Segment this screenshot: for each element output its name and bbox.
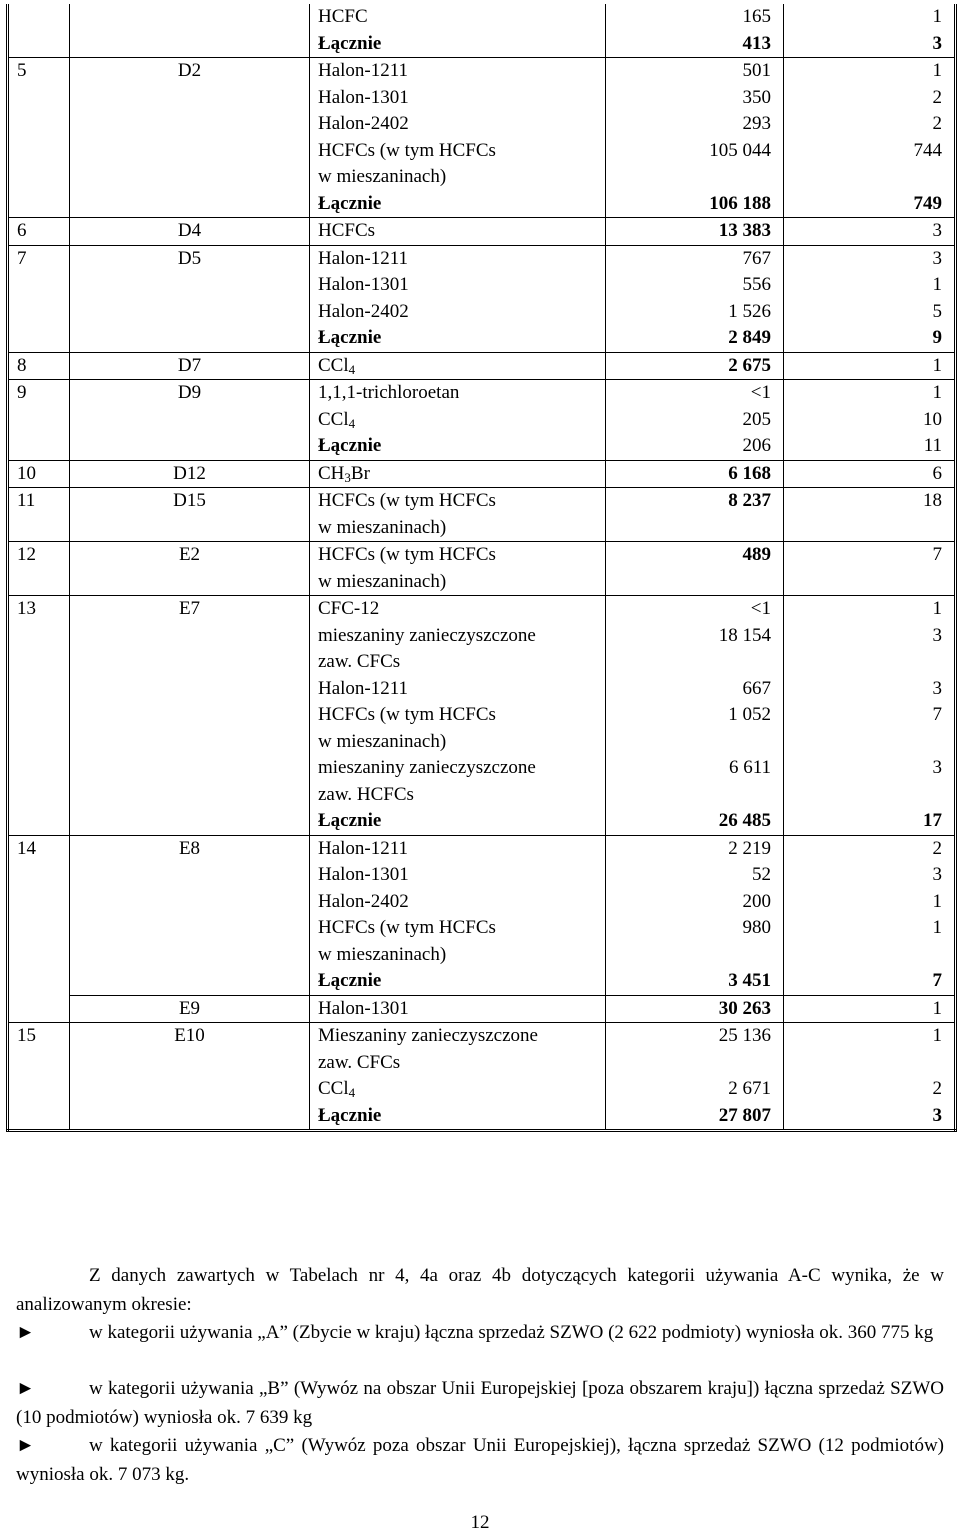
cell-code <box>70 433 310 460</box>
cell-substance: Halon-1211 <box>310 835 606 862</box>
cell-substance: CCl$_4$ <box>310 407 606 434</box>
cell-lp: 15 <box>8 1023 70 1077</box>
bullet-arrow-icon: ► <box>16 1322 35 1343</box>
cell-quantity-kg: 13 383 <box>606 218 784 246</box>
cell-code <box>70 325 310 352</box>
cell-entity-count: 1 <box>784 596 956 623</box>
cell-code: E8 <box>70 835 310 862</box>
bullet-arrow-icon: ► <box>16 1378 35 1399</box>
bullet-a: ► w kategorii używania „A” (Zbycie w kraju) łączna sprzedaż SZWO (2 622 podmioty) wyniosła ok. 360 775 kg <box>16 1319 944 1348</box>
cell-quantity-kg: 556 <box>606 272 784 299</box>
table-row <box>8 191 956 218</box>
cell-quantity-kg: 8 237 <box>606 488 784 542</box>
table-row <box>8 31 956 58</box>
cell-quantity-kg: 27 807 <box>606 1103 784 1131</box>
cell-lp <box>8 1103 70 1131</box>
cell-lp <box>8 138 70 191</box>
cell-substance: HCFCs (w tym HCFCs w mieszaninach) <box>310 138 606 191</box>
table-row <box>8 835 956 862</box>
table-row <box>8 460 956 488</box>
cell-quantity-kg: 2 219 <box>606 835 784 862</box>
cell-code <box>70 1076 310 1103</box>
cell-quantity-kg: 106 188 <box>606 191 784 218</box>
cell-lp: 13 <box>8 596 70 623</box>
cell-lp <box>8 191 70 218</box>
cell-substance: Łącznie <box>310 808 606 835</box>
cell-code <box>70 299 310 326</box>
cell-substance: CFC-12 <box>310 596 606 623</box>
cell-substance: CCl$_4$ <box>310 1076 606 1103</box>
cell-entity-count: 7 <box>932 704 942 725</box>
table-row <box>8 596 956 623</box>
cell-quantity-kg: 350 <box>606 85 784 112</box>
cell-lp <box>8 4 70 31</box>
cell-lp <box>8 299 70 326</box>
cell-entity-count: 3 <box>784 218 956 246</box>
cell-lp: 10 <box>8 460 70 488</box>
table-row <box>8 352 956 380</box>
cell-entity-count: 2 <box>932 113 942 134</box>
cell-substance: HCFC <box>310 4 606 31</box>
cell-code <box>70 808 310 835</box>
cell-code: D9 <box>70 380 310 407</box>
table-row <box>8 889 956 916</box>
cell-code: D15 <box>70 488 310 542</box>
cell-code <box>70 968 310 995</box>
cell-lp <box>8 85 70 112</box>
cell-lp <box>8 433 70 460</box>
cell-code <box>70 138 310 191</box>
cell-code <box>70 889 310 916</box>
cell-code <box>70 272 310 299</box>
table-row <box>8 915 956 968</box>
table-row <box>8 218 956 246</box>
cell-quantity-kg: 30 263 <box>606 995 784 1023</box>
cell-code <box>70 755 310 808</box>
table-row <box>8 85 956 112</box>
cell-entity-count: 5 <box>932 300 942 322</box>
cell-lp: 6 <box>8 218 70 246</box>
cell-quantity-kg: 105 044 <box>606 138 784 191</box>
cell-quantity-kg: 1 526 <box>606 299 784 326</box>
cell-quantity-kg: 293 <box>606 111 784 138</box>
bullet-c: ► w kategorii używania „C” (Wywóz poza obszar Unii Europejskiej), łączna sprzedaż SZWO (12 podmiotów) wyniosła ok. 7 073 kg. <box>16 1432 944 1489</box>
table-row <box>8 272 956 299</box>
table-row <box>8 808 956 835</box>
cell-entity-count: 2 <box>784 835 956 862</box>
cell-substance: HCFCs (w tym HCFCs w mieszaninach) <box>310 488 606 542</box>
cell-substance: 1,1,1-trichloroetan <box>310 380 606 407</box>
table-row <box>8 1103 956 1131</box>
cell-substance: Halon-2402 <box>310 889 606 916</box>
table-row <box>8 299 956 326</box>
cell-code: D5 <box>70 245 310 272</box>
cell-entity-count: 1 <box>932 274 942 295</box>
cell-substance: HCFCs (w tym HCFCs w mieszaninach) <box>310 702 606 755</box>
cell-entity-count: 3 <box>932 677 942 699</box>
cell-substance: Halon-1301 <box>310 85 606 112</box>
cell-lp <box>8 272 70 299</box>
table-row <box>8 968 956 995</box>
cell-quantity-kg: 767 <box>606 245 784 272</box>
cell-quantity-kg: 980 <box>606 915 784 968</box>
cell-quantity-kg: 413 <box>606 31 784 58</box>
table-row <box>8 755 956 808</box>
cell-entity-count: 9 <box>932 327 942 348</box>
cell-lp: 5 <box>8 58 70 85</box>
cell-lp <box>8 676 70 703</box>
cell-code: E10 <box>70 1023 310 1077</box>
cell-entity-count: 6 <box>784 460 956 488</box>
cell-lp <box>8 325 70 352</box>
cell-code: D2 <box>70 58 310 85</box>
table-row <box>8 407 956 434</box>
cell-code <box>70 862 310 889</box>
cell-code: E7 <box>70 596 310 623</box>
cell-quantity-kg: 2 675 <box>606 352 784 380</box>
cell-entity-count: 1 <box>932 917 942 938</box>
cell-lp <box>8 31 70 58</box>
cell-code <box>70 702 310 755</box>
cell-lp: 8 <box>8 352 70 380</box>
cell-lp: 14 <box>8 835 70 862</box>
cell-substance: mieszaniny zanieczyszczone zaw. CFCs <box>310 623 606 676</box>
cell-lp: 9 <box>8 380 70 407</box>
cell-lp: 11 <box>8 488 70 542</box>
cell-entity-count: 3 <box>932 757 942 778</box>
cell-code: E9 <box>70 995 310 1023</box>
table-row <box>8 4 956 31</box>
cell-entity-count: 10 <box>923 408 942 430</box>
cell-entity-count: 1 <box>932 890 942 912</box>
intro-paragraph: Z danych zawartych w Tabelach nr 4, 4a oraz 4b dotyczących kategorii używania A-C wynika, że w analizowanym okresie: <box>16 1265 944 1315</box>
cell-code: D4 <box>70 218 310 246</box>
cell-substance: $CH_3Br$ <box>310 460 606 488</box>
cell-quantity-kg: 18 154 <box>606 623 784 676</box>
cell-code: D12 <box>70 460 310 488</box>
cell-entity-count: 3 <box>932 1104 942 1126</box>
cell-entity-count: 2 <box>932 1078 942 1099</box>
cell-substance: Halon-1211 <box>310 245 606 272</box>
cell-substance: HCFCs (w tym HCFCs w mieszaninach) <box>310 542 606 596</box>
cell-substance: mieszaniny zanieczyszczone zaw. HCFCs <box>310 755 606 808</box>
cell-quantity-kg: <1 <box>606 596 784 623</box>
cell-entity-count: 1 <box>784 995 956 1023</box>
cell-substance: Mieszaniny zanieczyszczone zaw. CFCs <box>310 1023 606 1077</box>
cell-entity-count: 1 <box>784 352 956 380</box>
cell-entity-count: 1 <box>784 1023 956 1077</box>
cell-entity-count: 1 <box>784 58 956 85</box>
cell-lp <box>8 623 70 676</box>
table-row <box>8 433 956 460</box>
table-row <box>8 862 956 889</box>
cell-code: D7 <box>70 352 310 380</box>
cell-lp <box>8 889 70 916</box>
cell-substance: Łącznie <box>310 1103 606 1131</box>
cell-quantity-kg: 6 611 <box>606 755 784 808</box>
cell-code <box>70 191 310 218</box>
cell-entity-count: 3 <box>932 624 942 646</box>
cell-code <box>70 111 310 138</box>
cell-quantity-kg: 489 <box>606 542 784 596</box>
cell-quantity-kg: 200 <box>606 889 784 916</box>
cell-lp <box>8 1076 70 1103</box>
cell-quantity-kg: 206 <box>606 433 784 460</box>
table-row <box>8 995 956 1023</box>
cell-quantity-kg: 2 671 <box>606 1076 784 1103</box>
cell-quantity-kg: 26 485 <box>606 808 784 835</box>
cell-entity-count: 3 <box>932 864 942 885</box>
cell-quantity-kg: 205 <box>606 407 784 434</box>
cell-substance: Łącznie <box>310 325 606 352</box>
cell-code: E2 <box>70 542 310 596</box>
cell-code <box>70 85 310 112</box>
cell-entity-count: 3 <box>932 32 942 54</box>
table-row <box>8 702 956 755</box>
bullet-arrow-icon: ► <box>16 1435 35 1456</box>
cell-code <box>70 31 310 58</box>
cell-substance: Halon-1211 <box>310 676 606 703</box>
cell-entity-count: 744 <box>913 139 942 161</box>
table-row <box>8 623 956 676</box>
cell-quantity-kg: 667 <box>606 676 784 703</box>
cell-quantity-kg: 6 168 <box>606 460 784 488</box>
table-row <box>8 111 956 138</box>
cell-lp <box>8 111 70 138</box>
table-row <box>8 488 956 542</box>
cell-substance: Łącznie <box>310 433 606 460</box>
cell-code <box>70 915 310 968</box>
table-row <box>8 138 956 191</box>
cell-lp: 12 <box>8 542 70 596</box>
page-number: 12 <box>470 1512 490 1533</box>
cell-code <box>70 4 310 31</box>
cell-entity-count: 2 <box>932 86 942 108</box>
cell-entity-count: 17 <box>923 810 942 831</box>
cell-lp <box>8 407 70 434</box>
cell-quantity-kg: 3 451 <box>606 968 784 995</box>
cell-quantity-kg: 501 <box>606 58 784 85</box>
cell-code <box>70 623 310 676</box>
cell-entity-count: 749 <box>913 192 942 214</box>
table-row <box>8 380 956 407</box>
cell-substance: Halon-1301 <box>310 995 606 1023</box>
table-row <box>8 245 956 272</box>
cell-quantity-kg: 25 136 <box>606 1023 784 1077</box>
cell-substance: Halon-2402 <box>310 299 606 326</box>
cell-substance: Halon-1301 <box>310 272 606 299</box>
cell-substance: Halon-1301 <box>310 862 606 889</box>
cell-lp <box>8 995 70 1023</box>
cell-lp: 7 <box>8 245 70 272</box>
cell-substance: Halon-1211 <box>310 58 606 85</box>
cell-code <box>70 1103 310 1131</box>
cell-lp <box>8 915 70 968</box>
cell-quantity-kg: 165 <box>606 4 784 31</box>
cell-lp <box>8 808 70 835</box>
cell-quantity-kg: 52 <box>606 862 784 889</box>
cell-substance: HCFCs <box>310 218 606 246</box>
table-row <box>8 542 956 596</box>
table-row <box>8 325 956 352</box>
cell-lp <box>8 702 70 755</box>
cell-substance: CCl$_4$ <box>310 352 606 380</box>
cell-entity-count: 18 <box>784 488 956 542</box>
cell-entity-count: 11 <box>923 435 942 456</box>
cell-entity-count: 7 <box>932 970 942 991</box>
cell-substance: Łącznie <box>310 31 606 58</box>
cell-substance: Halon-2402 <box>310 111 606 138</box>
bullet-b: ► w kategorii używania „B” (Wywóz na obszar Unii Europejskiej [poza obszarem kraju]) łączna sprzedaż SZWO (10 podmiotów) wyniosła ok. 7 639 kg <box>16 1375 944 1432</box>
cell-entity-count: 7 <box>784 542 956 596</box>
cell-quantity-kg: 1 052 <box>606 702 784 755</box>
cell-lp <box>8 862 70 889</box>
cell-entity-count: 1 <box>932 6 942 27</box>
cell-entity-count: 1 <box>784 380 956 407</box>
substances-table <box>6 4 957 1132</box>
cell-substance: HCFCs (w tym HCFCs w mieszaninach) <box>310 915 606 968</box>
cell-substance: Łącznie <box>310 191 606 218</box>
cell-quantity-kg: <1 <box>606 380 784 407</box>
cell-lp <box>8 968 70 995</box>
table-row <box>8 1023 956 1077</box>
table-row <box>8 1076 956 1103</box>
cell-lp <box>8 755 70 808</box>
cell-code <box>70 407 310 434</box>
table-row <box>8 676 956 703</box>
table-row <box>8 58 956 85</box>
cell-substance: Łącznie <box>310 968 606 995</box>
cell-entity-count: 3 <box>784 245 956 272</box>
cell-code <box>70 676 310 703</box>
cell-quantity-kg: 2 849 <box>606 325 784 352</box>
